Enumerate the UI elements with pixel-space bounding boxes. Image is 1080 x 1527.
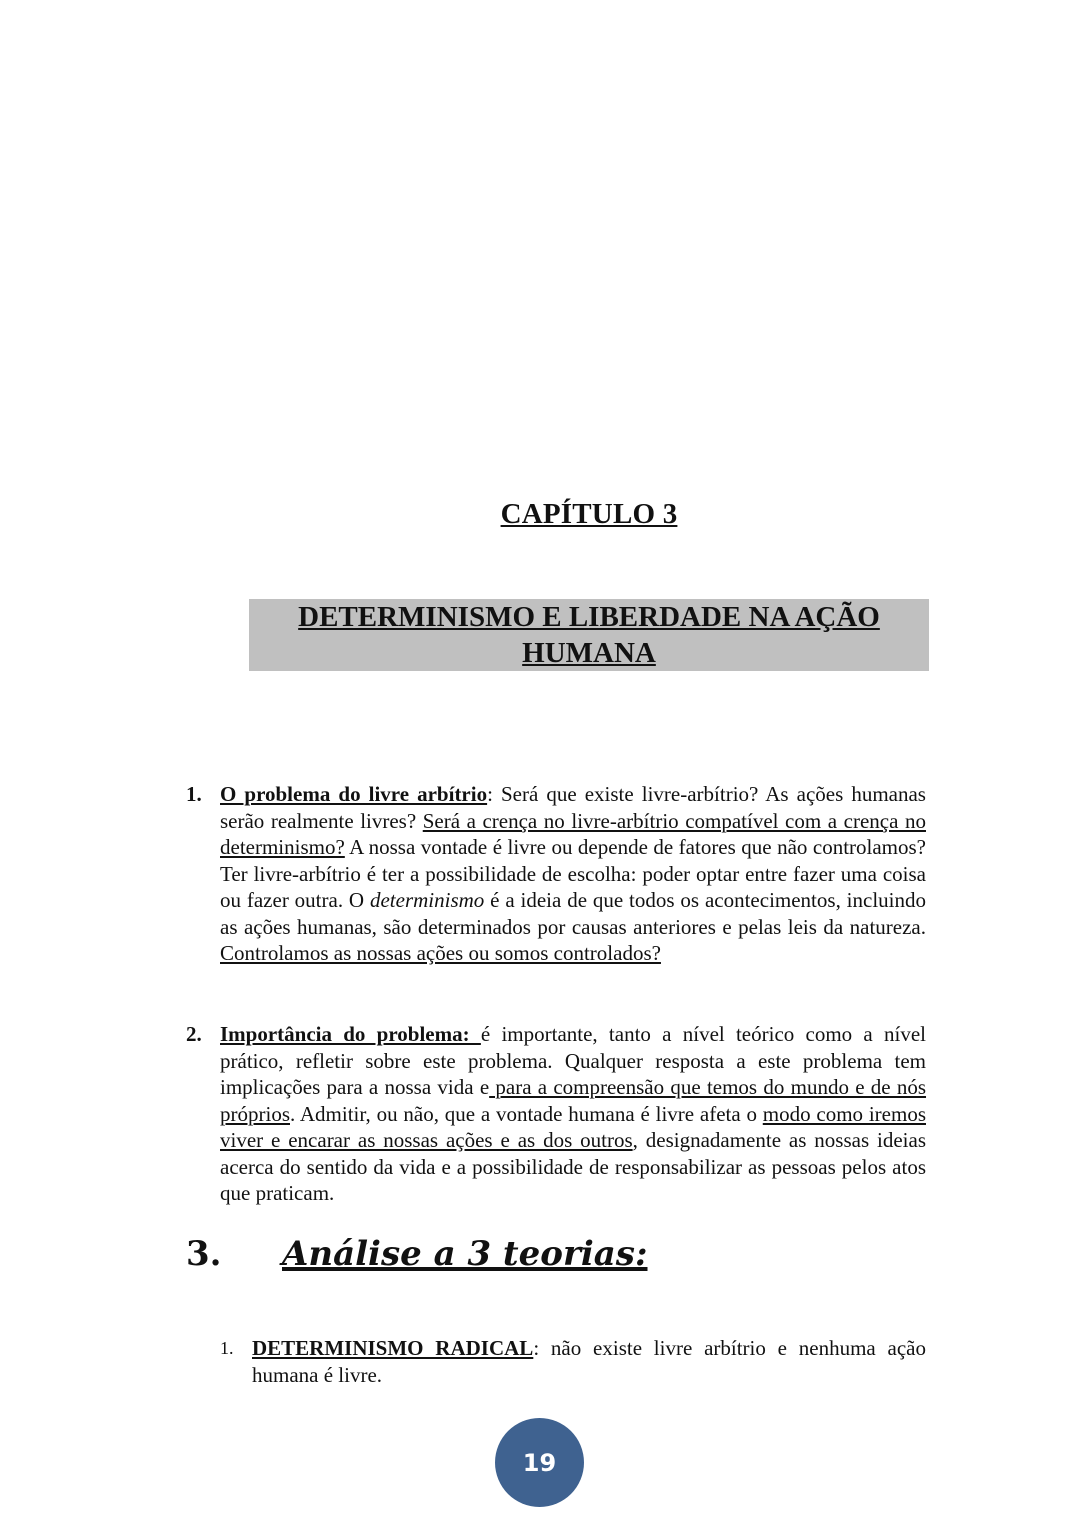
sub-item-text: : não existe livre arbítrio e nenhuma ação humana é livre. <box>252 1336 926 1387</box>
item-number: 2. <box>186 1022 202 1046</box>
item-italic-term: determinismo <box>369 888 485 912</box>
section-number: 3. <box>186 1234 222 1274</box>
section-label: Análise a 3 teorias: <box>282 1234 648 1274</box>
chapter-title <box>249 599 929 671</box>
sub-item-lead: DETERMINISMO RADICAL <box>252 1336 534 1360</box>
list-item-problem <box>186 781 926 967</box>
chapter-label: CAPÍTULO 3 <box>500 498 678 530</box>
item-number: 1. <box>186 782 202 806</box>
sub-item-number: 1. <box>220 1338 234 1358</box>
list-item-importance <box>186 1021 926 1207</box>
item-text: : Será que existe livre-arbítrio? As ações humanas serão realmente livres? <box>220 782 926 833</box>
page-number-badge <box>495 1418 584 1507</box>
item-underlined-text: para a compreensão que temos do mundo e de nós próprios <box>220 1075 927 1126</box>
sub-list-item <box>220 1335 926 1389</box>
item-underlined-text: Controlamos as nossas ações ou somos controlados? <box>220 941 661 965</box>
item-underlined-text: Será a crença no livre-arbítrio compatível com a crença no determinismo? <box>220 808 926 859</box>
item-body <box>220 781 926 967</box>
item-text: é importante, tanto a nível teórico como a nível prático, refletir sobre este problema. Qualquer resposta a este problema tem implicações para a nossa vida e <box>220 1022 926 1099</box>
sub-item-body <box>252 1335 926 1389</box>
page-number: 19 <box>522 1448 557 1477</box>
section-heading <box>186 1234 648 1274</box>
item-text: A nossa vontade é livre ou depende de fatores que não controlamos? Ter livre-arbítrio é ter a possibilidade de escolha: poder optar entre fazer uma coisa ou fazer outra. O <box>220 835 926 912</box>
item-underlined-text: modo como iremos viver e encarar as nossas ações e as dos outros <box>220 1101 926 1152</box>
item-body <box>220 1021 926 1207</box>
chapter-title-line2: HUMANA <box>522 637 656 669</box>
item-text: . Admitir, ou não, que a vontade humana é livre afeta o <box>290 1101 763 1126</box>
item-text: , designadamente as nossas ideias acerca do sentido da vida e a possibilidade de responsabilizar as pessoas pelos atos que praticam. <box>220 1128 926 1205</box>
item-text: é a ideia de que todos os acontecimentos, incluindo as ações humanas, são determinados por causas anteriores e pelas leis da natureza. <box>220 888 927 939</box>
chapter-title-line1: DETERMINISMO E LIBERDADE NA AÇÃO <box>298 601 880 633</box>
item-lead: Importância do problema: <box>220 1022 481 1046</box>
item-lead: O problema do livre arbítrio <box>220 782 488 806</box>
